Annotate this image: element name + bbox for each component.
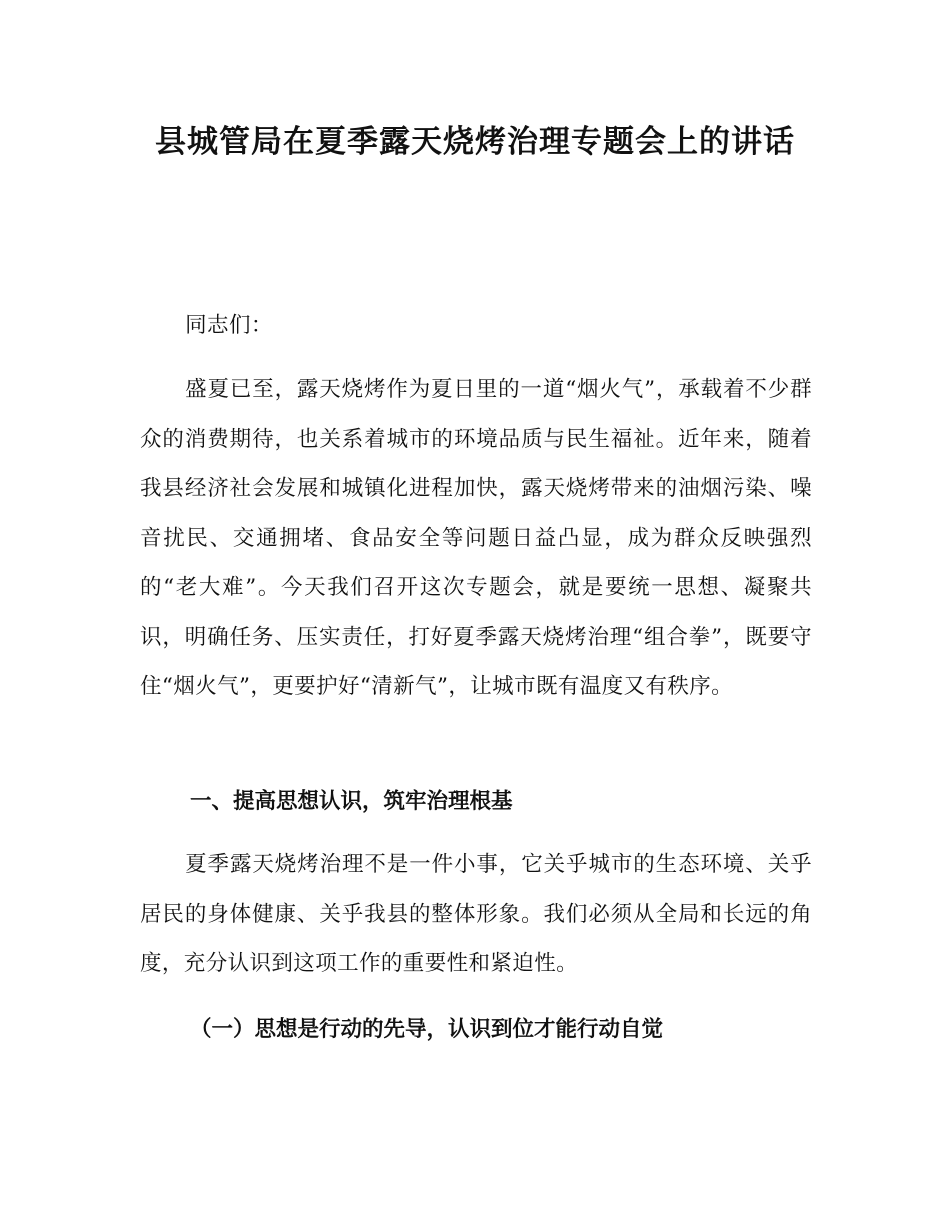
document-title: 县城管局在夏季露天烧烤治理专题会上的讲话 [155,124,795,160]
salutation: 同志们： [185,313,273,338]
subsection-heading-1: （一）思想是行动的先导，认识到位才能行动自觉 [190,1017,664,1042]
section-heading-1: 一、提高思想认识，筑牢治理根基 [190,789,513,814]
section-1-paragraph: 夏季露天烧烤治理不是一件小事，它关乎城市的生态环境、关乎居民的身体健康、关乎我县的整体形象。我们必须从全局和长远的角度，充分认识到这项工作的重要性和紧迫性。 [140,852,812,976]
intro-paragraph: 盛夏已至，露天烧烤作为夏日里的一道“烟火气”，承载着不少群众的消费期待，也关系着城市的环境品质与民生福祉。近年来，随着我县经济社会发展和城镇化进程加快，露天烧烤带来的油烟污染、噪音扰民、交通拥堵、食品安全等问题日益凸显，成为群众反映强烈的“老大难”。今天我们召开这次专题会，就是要统一思想、凝聚共识，明确任务、压实责任，打好夏季露天烧烤治理“组合拳”，既要守住“烟火气”，更要护好“清新气”，让城市既有温度又有秩序。 [140,377,812,699]
